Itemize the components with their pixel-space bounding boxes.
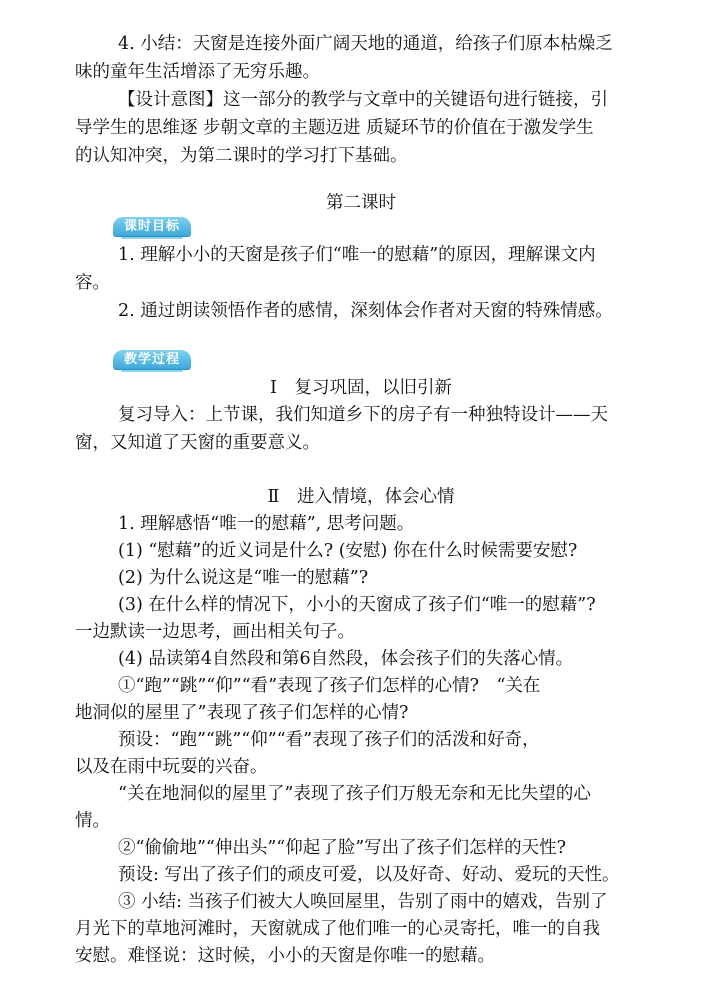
part-two-line-17: 安慰。难怪说：这时候，小小的天窗是你唯一的慰藉。 (75, 946, 495, 966)
part-two-line-15: ③ 小结: 当孩子们被大人唤回屋里，告别了雨中的嬉戏，告别了 (118, 892, 608, 912)
part-one-line-1: 复习导入：上节课，我们知道乡下的房子有一种独特设计——天 (118, 405, 608, 425)
part-two-line-7: ①“跑”“跳”“仰”“看”表现了孩子们怎样的心情? “关在 (118, 676, 541, 696)
part-two-line-16: 月光下的草地河滩时，天窗就成了他们唯一的心灵寄托，唯一的自我 (75, 919, 600, 939)
part-two-line-13: ②“偷偷地”“伸出头”“仰起了脸”写出了孩子们怎样的天性? (118, 838, 567, 858)
design-intent-line-3: 的认知冲突，为第二课时的学习打下基础。 (75, 146, 408, 166)
design-intent-line-2: 导学生的思维逐 步朝文章的主题迈进 质疑环节的价值在于激发学生 (75, 118, 594, 138)
process-badge: 教学过程 (113, 350, 191, 369)
part-two-line-4: (3) 在什么样的情况下，小小的天窗成了孩子们“唯一的慰藉”? (118, 595, 596, 615)
part-two-line-8: 地洞似的屋里了”表现了孩子们怎样的心情? (75, 703, 409, 723)
summary-line-2: 味的童年生活增添了无穷乐趣。 (75, 62, 320, 82)
goal-line-1: 1. 理解小小的天窗是孩子们“唯一的慰藉”的原因，理解课文内 (118, 245, 596, 265)
summary-line-1: 4. 小结：天窗是连接外面广阔天地的通道，给孩子们原本枯燥乏 (118, 34, 613, 54)
part-one-line-2: 窗，又知道了天窗的重要意义。 (75, 433, 320, 453)
part-two-line-2: (1) “慰藉”的近义词是什么? (安慰) 你在什么时候需要安慰? (118, 541, 578, 561)
lesson-two-title: 第二课时 (326, 193, 396, 213)
part-two-line-9: 预设：“跑”“跳”“仰”“看”表现了孩子们的活泼和好奇， (118, 730, 540, 750)
part-two-line-11: “关在地洞似的屋里了”表现了孩子们万般无奈和无比失望的心 (118, 784, 591, 804)
part-two-line-6: (4) 品读第4自然段和第6自然段，体会孩子们的失落心情。 (118, 649, 574, 669)
part-two-line-12: 情。 (75, 811, 110, 831)
goal-line-3: 2. 通过朗读领悟作者的感情，深刻体会作者对天窗的特殊情感。 (118, 301, 613, 321)
part-two-line-10: 以及在雨中玩耍的兴奋。 (75, 757, 268, 777)
part-two-title: Ⅱ 进入情境，体会心情 (267, 487, 455, 507)
part-two-line-3: (2) 为什么说这是“唯一的慰藉”? (118, 568, 369, 588)
part-two-line-5: 一边默读一边思考，画出相关句子。 (75, 622, 355, 642)
goal-line-2: 容。 (75, 273, 110, 293)
part-two-line-1: 1. 理解感悟“唯一的慰藉”, 思考问题。 (118, 514, 415, 534)
design-intent-line-1: 【设计意图】这一部分的教学与文章中的关键语句进行链接，引 (118, 90, 608, 110)
part-one-title: Ⅰ 复习巩固，以旧引新 (270, 378, 452, 398)
goal-badge: 课时目标 (113, 217, 191, 236)
part-two-line-14: 预设: 写出了孩子们的顽皮可爱，以及好奇、好动、爱玩的天性。 (118, 865, 620, 885)
